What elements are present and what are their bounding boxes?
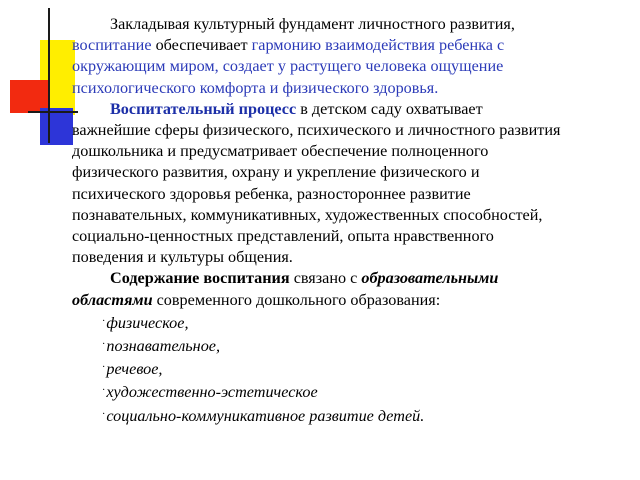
paragraph-content [72,268,562,310]
term-content: Содержание воспитания [110,269,290,288]
term-educational-process: Воспитательный процесс [110,99,297,118]
bullet-icon: · [102,315,106,327]
bullet-icon: · [102,385,106,397]
decor-horizontal-line [28,111,78,113]
term-upbringing: воспитание [72,36,152,55]
area-label: физическое, [106,313,189,332]
slide-text [72,14,562,427]
intro-text-continued: обеспечивает [151,36,252,55]
content-text-continued: современного дошкольного образования: [152,290,441,309]
paragraph-intro [72,14,562,99]
list-item [102,311,562,334]
decor-vertical-line [48,8,50,143]
area-label: познавательное, [106,337,221,356]
paragraph-process [72,99,562,269]
bullet-icon: · [102,362,106,374]
area-label: речевое, [106,360,163,379]
term-harmony: гармонию взаимодействия ребенка с окружающим миром, создает у растущего человека ощущение психологического комфорта и физического здоровья. [72,36,505,97]
list-item [102,404,562,427]
process-text: в детском саду охватывает важнейшие сферы физического, психического и личностного развития дошкольника и предусматривает обеспечение полноценного физического развития, охрану и укрепление физического и психического здоровья ребенка, разностороннее развитие познавательных, коммуникативных, художественных способностей, социально-ценностных представлений, опыта нравственного поведения и культуры общения. [72,99,561,267]
list-item [102,334,562,357]
list-item [102,380,562,403]
area-label: художественно-эстетическое [106,383,318,402]
bullet-icon: · [102,339,106,351]
bullet-icon: · [102,408,106,420]
term-educational-areas: образовательными областями [72,269,499,309]
decor-blue-block [40,108,73,145]
list-item [102,357,562,380]
area-label: социально-коммуникативное развитие детей. [106,406,425,425]
areas-list [72,311,562,427]
content-text: связано с [289,269,362,288]
intro-text: Закладывая культурный фундамент личностного развития, [110,15,515,33]
